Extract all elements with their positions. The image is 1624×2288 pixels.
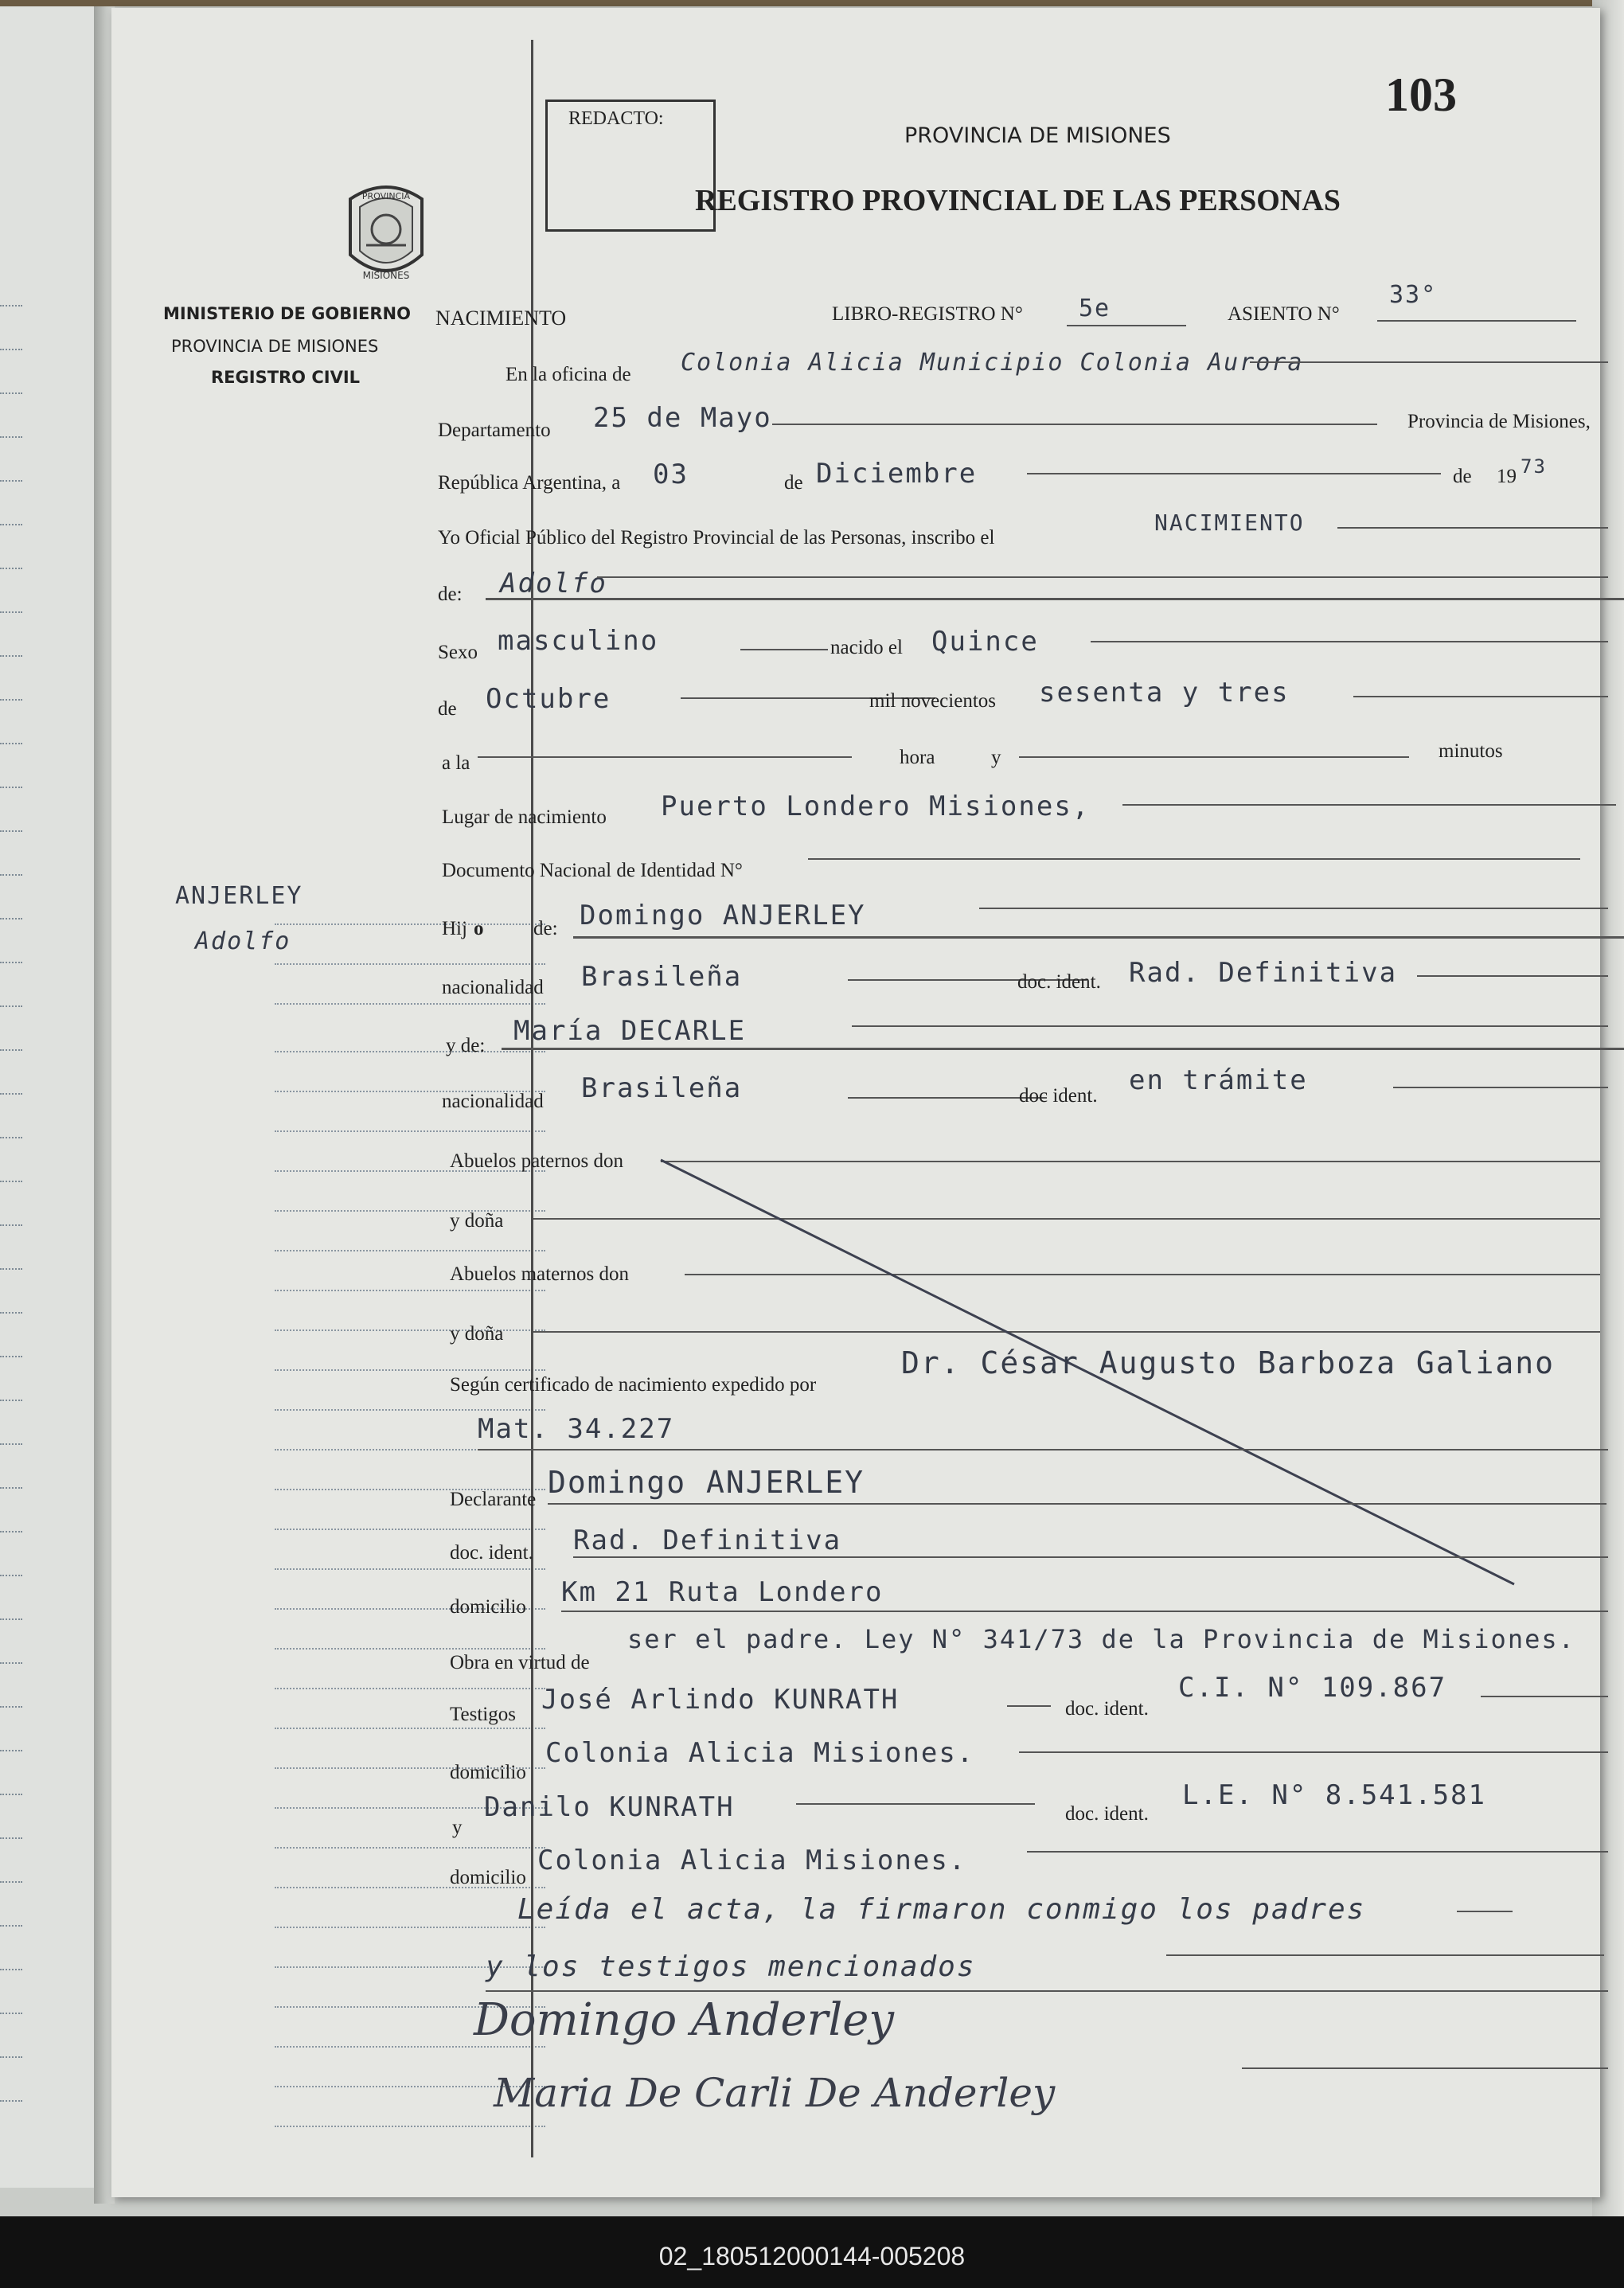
- domicilio-value: Km 21 Ruta Londero: [561, 1576, 884, 1608]
- hijo-label: Hij: [442, 918, 467, 939]
- oficina-label: En la oficina de: [506, 364, 631, 385]
- page-number: 103: [1385, 68, 1457, 121]
- testigo2-doc: L.E. N° 8.541.581: [1182, 1779, 1486, 1811]
- declarante-value: Domingo ANJERLEY: [548, 1465, 865, 1500]
- libro-label: LIBRO-REGISTRO N°: [832, 303, 1023, 325]
- nac-madre-value: Brasileña: [581, 1072, 743, 1104]
- lugar-label: Lugar de nacimiento: [442, 806, 607, 828]
- mes-nac-value: Octubre: [486, 683, 611, 715]
- image-caption: 02_180512000144-005208: [658, 2242, 966, 2270]
- abuelos-paternos-label: Abuelos paternos don: [450, 1150, 624, 1172]
- doc-padre-label: doc. ident.: [1017, 971, 1101, 993]
- de-mes-label: de: [438, 698, 457, 720]
- seal-top-text: PROVINCIA: [361, 191, 411, 201]
- testigo1-value: José Arlindo KUNRATH: [541, 1684, 900, 1716]
- province-line: PROVINCIA DE MISIONES: [171, 337, 379, 356]
- y-label-2: y: [452, 1817, 463, 1838]
- nac-madre-label: nacionalidad: [442, 1091, 544, 1112]
- libro-value: 5e: [1079, 295, 1111, 322]
- asiento-value: 33°: [1389, 281, 1438, 309]
- doc-padre-value: Rad. Definitiva: [1129, 957, 1398, 989]
- testigo1-doc: C.I. N° 109.867: [1178, 1672, 1447, 1704]
- madre-value: María DECARLE: [513, 1015, 747, 1047]
- matricula-value: Mat. 34.227: [478, 1413, 675, 1445]
- anio-prefix: 19: [1497, 466, 1517, 487]
- testigo2-value: Danilo KUNRATH: [484, 1791, 735, 1823]
- de-nombre-label: de:: [438, 584, 463, 605]
- sexo-value: masculino: [498, 625, 659, 657]
- nacido-label: nacido el: [830, 637, 903, 658]
- nac-padre-label: nacionalidad: [442, 977, 544, 998]
- act-type-label: NACIMIENTO: [435, 306, 567, 330]
- nac-padre-value: Brasileña: [581, 961, 743, 993]
- provincia-suffix: Provincia de Misiones,: [1407, 411, 1591, 432]
- minutos-label: minutos: [1439, 740, 1503, 762]
- leida-line-2: y los testigos mencionados: [486, 1950, 976, 1983]
- left-page: [0, 6, 97, 2188]
- declarante-label: Declarante: [450, 1489, 537, 1510]
- certificado-label: Según certificado de nacimiento expedido por: [450, 1374, 817, 1396]
- certificado-value: Dr. César Augusto Barboza Galiano: [901, 1345, 1555, 1380]
- doc-testigo2-label: doc. ident.: [1065, 1803, 1149, 1825]
- obra-label: Obra en virtud de: [450, 1652, 590, 1673]
- anio-value: 73: [1521, 455, 1547, 478]
- testigos-label: Testigos: [450, 1704, 516, 1725]
- doc-declarante-value: Rad. Definitiva: [573, 1525, 842, 1556]
- y-de-label: y de:: [446, 1035, 486, 1056]
- registry-page: [111, 8, 1600, 2197]
- domicilio-label: domicilio: [450, 1596, 526, 1618]
- yo-oficial-label: Yo Oficial Público del Registro Provincial de las Personas, inscribo el: [438, 527, 995, 549]
- padre-value: Domingo ANJERLEY: [580, 900, 866, 931]
- sexo-label: Sexo: [438, 642, 478, 663]
- yo-oficial-value: NACIMIENTO: [1154, 510, 1305, 536]
- domicilio-label-2: domicilio: [450, 1762, 526, 1783]
- doc-declarante-label: doc. ident.: [450, 1542, 533, 1564]
- signature-1: Domingo Anderley: [474, 1994, 895, 2046]
- hora-label: hora: [900, 747, 935, 768]
- republica-label: República Argentina, a: [438, 472, 621, 494]
- abuelos-maternos-label: Abuelos maternos don: [450, 1263, 629, 1285]
- mes-value: Diciembre: [816, 458, 978, 490]
- book-top-edge: [0, 0, 1624, 6]
- de-label-1: de: [784, 472, 803, 494]
- a-la-label: a la: [442, 752, 470, 774]
- margin-given-name: Adolfo: [195, 927, 291, 955]
- doc-madre-label: doc ident.: [1019, 1085, 1098, 1107]
- departamento-label: Departamento: [438, 420, 551, 441]
- documento-label: Documento Nacional de Identidad N°: [442, 860, 743, 881]
- testigo1-dom: Colonia Alicia Misiones.: [545, 1737, 975, 1769]
- leida-line-1: Leída el acta, la firmaron conmigo los padres: [517, 1893, 1366, 1926]
- testigo2-dom: Colonia Alicia Misiones.: [537, 1845, 967, 1876]
- registro-civil-line: REGISTRO CIVIL: [211, 368, 361, 387]
- y-label: y: [991, 747, 1001, 768]
- mil-label: mil novecientos: [869, 690, 996, 712]
- ministry-line: MINISTERIO DE GOBIERNO: [163, 304, 411, 323]
- redacto-label: REDACTO:: [568, 108, 664, 129]
- lugar-value: Puerto Londero Misiones,: [661, 791, 1091, 822]
- doc-testigo1-label: doc. ident.: [1065, 1698, 1149, 1720]
- margin-surname: ANJERLEY: [175, 882, 303, 910]
- dia-value: 03: [653, 459, 689, 490]
- departamento-value: 25 de Mayo: [593, 402, 772, 434]
- asiento-label: ASIENTO N°: [1228, 303, 1340, 325]
- y-dona-label-1: y doña: [450, 1210, 504, 1232]
- mil-value: sesenta y tres: [1039, 677, 1290, 709]
- hijo-gender-mark: o: [474, 918, 484, 939]
- signature-2: Maria De Carli De Anderley: [494, 2070, 1056, 2116]
- doc-madre-value: en trámite: [1129, 1064, 1308, 1096]
- oficina-value: Colonia Alicia Municipio Colonia Aurora: [681, 349, 1304, 377]
- domicilio-label-3: domicilio: [450, 1867, 526, 1888]
- y-dona-label-2: y doña: [450, 1323, 504, 1345]
- hijo-de-label: de:: [533, 918, 558, 939]
- registry-title: REGISTRO PROVINCIAL DE LAS PERSONAS: [695, 184, 1341, 217]
- province-title: PROVINCIA DE MISIONES: [904, 123, 1171, 148]
- nacido-value: Quince: [931, 626, 1039, 658]
- obra-value: ser el padre. Ley N° 341/73 de la Provincia de Misiones.: [627, 1624, 1575, 1654]
- de-label-2: de: [1453, 466, 1472, 487]
- seal-bottom-text: MISIONES: [362, 270, 410, 281]
- nombre-value: Adolfo: [500, 568, 607, 599]
